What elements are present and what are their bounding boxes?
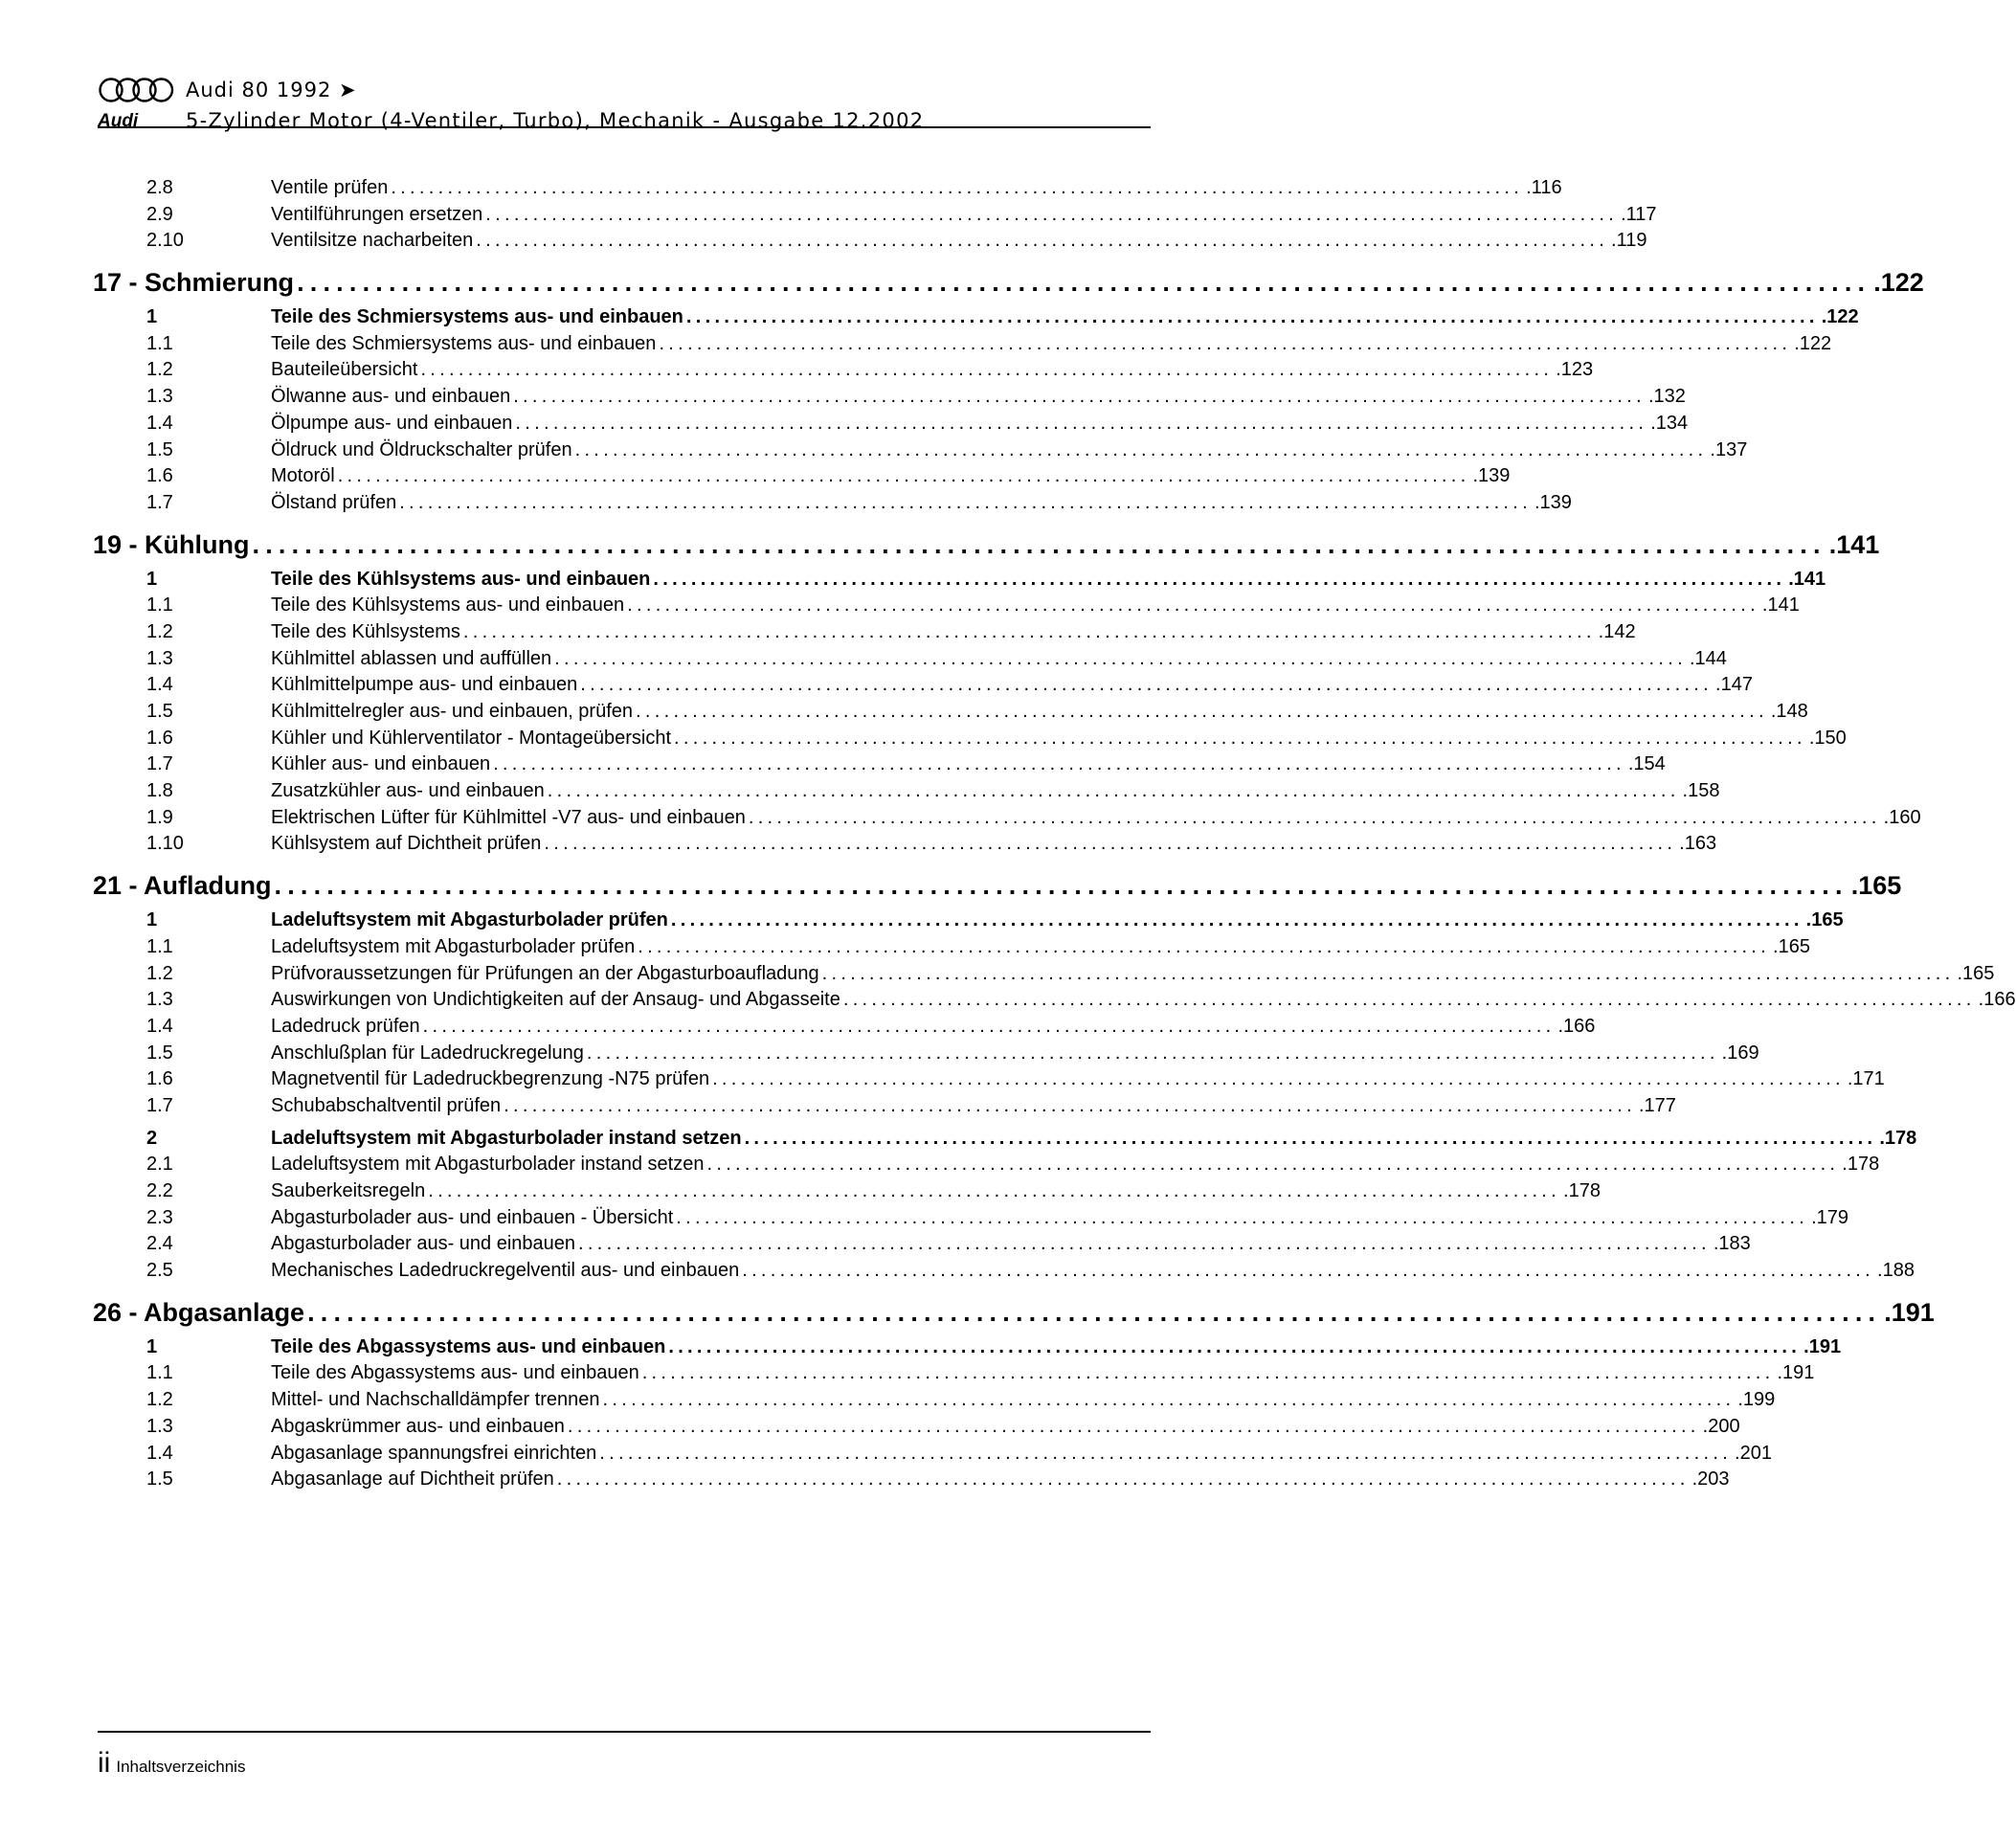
toc-title: 17 - Schmierung [93, 268, 295, 298]
toc-entry[interactable] [93, 672, 1753, 699]
toc-title: Anschlußplan für Ladedruckregelung [271, 1042, 584, 1064]
toc-entry[interactable] [93, 1041, 1759, 1067]
footer-label: Inhaltsverzeichnis [116, 1758, 246, 1776]
toc-title: Teile des Schmiersystems aus- und einbauen [271, 332, 657, 354]
toc-number: 1.3 [146, 386, 173, 408]
toc-number: 1 [146, 306, 158, 328]
toc-title: Abgaskrümmer aus- und einbauen [271, 1415, 565, 1437]
toc-title: Mittel- und Nachschalldämpfer trennen [271, 1389, 600, 1411]
toc-section[interactable] [93, 1126, 1917, 1153]
toc-dot-leader: ........................................................................................................................ [744, 1127, 1877, 1149]
toc-entry[interactable] [93, 1014, 1596, 1041]
toc-entry[interactable] [93, 831, 1717, 858]
toc-title: Ladedruck prüfen [271, 1015, 420, 1037]
toc-dot-leader: ........................................................................................................................ [307, 1297, 1882, 1327]
toc-number: 2.2 [146, 1180, 173, 1201]
toc-number: 1.4 [146, 412, 173, 434]
toc-title: Auswirkungen von Undichtigkeiten auf der Ansaug- und Abgasseite [271, 989, 840, 1011]
toc-title: Abgasturbolader aus- und einbauen [271, 1233, 576, 1255]
toc-dot-leader: ........................................................................................................................ [602, 1389, 1736, 1411]
toc-page-number: .183 [1713, 1233, 1751, 1255]
toc-number: 1.5 [146, 701, 173, 722]
toc-entry[interactable] [93, 463, 1511, 490]
toc-title: Kühlsystem auf Dichtheit prüfen [271, 833, 542, 855]
toc-dot-leader: ........................................................................................................................ [428, 1180, 1561, 1201]
toc-page-number: .150 [1808, 727, 1847, 749]
footer-divider [98, 1731, 1151, 1733]
toc-number: 1.3 [146, 989, 173, 1011]
toc-dot-leader: ........................................................................................................................ [515, 412, 1648, 434]
toc-title: Bauteileübersicht [271, 359, 418, 381]
toc-page-number: .139 [1534, 491, 1572, 513]
toc-title: Öldruck und Öldruckschalter prüfen [271, 438, 572, 460]
toc-entry[interactable] [93, 228, 1647, 255]
toc-entry[interactable] [93, 1387, 1776, 1414]
toc-dot-leader: ........................................................................................................................ [627, 594, 1759, 616]
toc-title: Kühlmittel ablassen und auffüllen [271, 647, 552, 669]
toc-dot-leader: ........................................................................................................................ [504, 1094, 1636, 1116]
toc-number: 1.5 [146, 438, 173, 460]
toc-dot-leader: ........................................................................................................................ [706, 1154, 1840, 1176]
toc-title: Teile des Abgassystems aus- und einbauen [271, 1335, 666, 1357]
toc-page-number: .191 [1803, 1335, 1842, 1357]
toc-number: 1.10 [146, 833, 184, 855]
toc-title: Abgasturbolader aus- und einbauen - Übersicht [271, 1206, 674, 1228]
toc-page-number: .142 [1598, 620, 1636, 642]
toc-dot-leader: ........................................................................................................................ [842, 989, 1976, 1011]
toc-entry[interactable] [93, 1441, 1772, 1468]
toc-entry[interactable] [93, 778, 1720, 805]
toc-dot-leader: ........................................................................................................................ [297, 268, 1871, 298]
toc-dot-leader: ........................................................................................................................ [748, 806, 1881, 828]
toc-title: Kühler aus- und einbauen [271, 753, 491, 775]
toc-dot-leader: ........................................................................................................................ [574, 438, 1708, 460]
toc-number: 2.10 [146, 230, 184, 252]
toc-dot-leader: ........................................................................................................................ [422, 1015, 1556, 1037]
toc-title: Motoröl [271, 465, 335, 487]
toc-page-number: .122 [1873, 268, 1924, 298]
toc-title: Ölstand prüfen [271, 491, 397, 513]
toc-page-number: .165 [1957, 962, 1995, 984]
toc-number: 1.5 [146, 1468, 173, 1491]
toc-entry[interactable] [93, 357, 1594, 384]
toc-page-number: .144 [1689, 647, 1727, 669]
toc-dot-leader: ........................................................................................................................ [274, 871, 1848, 901]
toc-entry[interactable] [93, 1467, 1730, 1493]
toc-entry[interactable] [93, 331, 1832, 358]
toc-dot-leader: ........................................................................................................................ [676, 1206, 1809, 1228]
toc-number: 1.7 [146, 491, 173, 513]
toc-number: 1.1 [146, 935, 173, 957]
toc-page-number: .166 [1557, 1015, 1596, 1037]
toc-title: Kühlmittelregler aus- und einbauen, prüfen [271, 701, 634, 722]
toc-dot-leader: ........................................................................................................................ [567, 1415, 1700, 1437]
toc-section[interactable] [93, 908, 1844, 934]
toc-title: 19 - Kühlung [93, 529, 250, 559]
toc-dot-leader: ........................................................................................................................ [599, 1442, 1733, 1464]
toc-entry[interactable] [93, 384, 1686, 411]
toc-page-number: .122 [1794, 332, 1832, 354]
toc-title: 26 - Abgasanlage [93, 1297, 305, 1327]
toc-page-number: .123 [1556, 359, 1594, 381]
toc-number: 2.8 [146, 177, 173, 198]
toc-number: 1.1 [146, 332, 173, 354]
toc-entry[interactable] [93, 202, 1657, 229]
toc-page-number: .171 [1847, 1068, 1885, 1090]
toc-page-number: .163 [1679, 833, 1717, 855]
toc-title: Elektrischen Lüfter für Kühlmittel -V7 aus- und einbauen [271, 806, 746, 828]
toc-entry[interactable] [93, 726, 1847, 752]
toc-dot-leader: ........................................................................................................................ [674, 727, 1806, 749]
toc-title: Teile des Schmiersystems aus- und einbauen [271, 306, 683, 328]
toc-entry[interactable] [93, 1231, 1751, 1258]
toc-number: 1.2 [146, 359, 173, 381]
toc-entry[interactable] [93, 699, 1808, 726]
toc-number: 1.9 [146, 806, 173, 828]
toc-page-number: .169 [1721, 1042, 1759, 1064]
toc-dot-leader: ........................................................................................................................ [485, 203, 1619, 225]
toc-chapter[interactable] [93, 867, 1902, 904]
toc-number: 1.2 [146, 620, 173, 642]
toc-page-number: .178 [1563, 1180, 1601, 1201]
toc-dot-leader: ........................................................................................................................ [668, 1335, 1802, 1357]
toc-page-number: .117 [1621, 203, 1657, 225]
toc-entry[interactable] [93, 1360, 1815, 1387]
header-divider [98, 126, 1151, 128]
toc-entry[interactable] [93, 987, 2016, 1014]
toc-title: Ladeluftsystem mit Abgasturbolader instand setzen [271, 1154, 705, 1176]
toc-page-number: .141 [1788, 568, 1826, 590]
toc-page-number: .160 [1883, 806, 1921, 828]
toc-title: Abgasanlage spannungsfrei einrichten [271, 1442, 597, 1464]
toc-title: Ventilführungen ersetzen [271, 203, 483, 225]
toc-page-number: .122 [1821, 306, 1859, 328]
document-subtitle: 5-Zylinder Motor (4-Ventiler, Turbo), Mechanik - Ausgabe 12.2002 [186, 109, 925, 132]
toc-page-number: .132 [1647, 386, 1686, 408]
toc-entry[interactable] [93, 1093, 1676, 1120]
toc-title: Ladeluftsystem mit Abgasturbolader prüfen [271, 909, 668, 931]
toc-page-number: .119 [1611, 230, 1647, 252]
toc-dot-leader: ........................................................................................................................ [547, 780, 1680, 802]
toc-page-number: .191 [1884, 1297, 1935, 1327]
toc-number: 1.2 [146, 962, 173, 984]
toc-title: Zusatzkühler aus- und einbauen [271, 780, 545, 802]
toc-page-number: .200 [1702, 1415, 1740, 1437]
toc-page-number: .116 [1526, 177, 1562, 198]
toc-number: 1.7 [146, 1094, 173, 1116]
toc-title: Kühler und Kühlerventilator - Montageübersicht [271, 727, 672, 749]
toc-page-number: .139 [1472, 465, 1511, 487]
toc-title: Teile des Kühlsystems [271, 620, 460, 642]
toc-number: 1.3 [146, 1415, 173, 1437]
toc-page-number: .141 [1761, 594, 1800, 616]
toc-page-number: .148 [1770, 701, 1808, 722]
toc-number: 2.9 [146, 203, 173, 225]
toc-dot-leader: ........................................................................................................................ [476, 230, 1609, 252]
toc-number: 1.3 [146, 647, 173, 669]
toc-dot-leader: ........................................................................................................................ [641, 1362, 1775, 1384]
toc-dot-leader: ........................................................................................................................ [462, 620, 1596, 642]
toc-dot-leader: ........................................................................................................................ [513, 386, 1646, 408]
toc-entry[interactable] [93, 805, 1921, 832]
toc-entry[interactable] [93, 1178, 1601, 1205]
table-of-contents [93, 175, 2016, 1493]
toc-dot-leader: ........................................................................................................................ [580, 674, 1714, 696]
toc-title: Teile des Kühlsystems aus- und einbauen [271, 568, 651, 590]
toc-number: 2 [146, 1127, 158, 1149]
toc-title: Kühlmittelpumpe aus- und einbauen [271, 674, 578, 696]
audi-rings-logo [98, 76, 176, 104]
toc-page-number: .165 [1773, 935, 1810, 957]
toc-dot-leader: ........................................................................................................................ [712, 1068, 1845, 1090]
toc-dot-leader: ........................................................................................................................ [636, 701, 1768, 722]
toc-dot-leader: ........................................................................................................................ [821, 962, 1955, 984]
toc-title: Ventile prüfen [271, 177, 389, 198]
toc-page-number: .199 [1737, 1389, 1776, 1411]
toc-number: 2.3 [146, 1206, 173, 1228]
toc-entry[interactable] [93, 1066, 1885, 1093]
toc-page-number: .158 [1682, 780, 1720, 802]
toc-page-number: .201 [1735, 1442, 1772, 1464]
toc-page-number: .154 [1627, 753, 1666, 775]
toc-title: Ladeluftsystem mit Abgasturbolader prüfen [271, 935, 636, 957]
toc-number: 1.2 [146, 1389, 173, 1411]
toc-number: 1.1 [146, 1362, 173, 1384]
toc-dot-leader: ........................................................................................................................ [685, 306, 1819, 328]
toc-page-number: .165 [1805, 909, 1844, 931]
toc-entry[interactable] [93, 593, 1800, 619]
toc-title: Teile des Kühlsystems aus- und einbauen [271, 594, 625, 616]
toc-entry[interactable] [93, 961, 1995, 988]
toc-dot-leader: ........................................................................................................................ [337, 465, 1470, 487]
toc-entry[interactable] [93, 751, 1666, 778]
toc-page-number: .166 [1978, 989, 2016, 1011]
toc-title: Magnetventil für Ladedruckbegrenzung -N75 prüfen [271, 1068, 710, 1090]
toc-entry[interactable] [93, 619, 1636, 646]
toc-title: Abgasanlage auf Dichtheit prüfen [271, 1468, 554, 1491]
toc-number: 1 [146, 909, 158, 931]
toc-entry[interactable] [93, 1414, 1740, 1441]
toc-page-number: .141 [1828, 529, 1880, 559]
toc-dot-leader: ........................................................................................................................ [578, 1233, 1711, 1255]
toc-number: 2.5 [146, 1260, 173, 1282]
toc-number: 1.8 [146, 780, 173, 802]
toc-title: Ölwanne aus- und einbauen [271, 386, 511, 408]
page-footer [98, 1747, 245, 1780]
toc-page-number: .134 [1650, 412, 1689, 434]
toc-number: 1.4 [146, 674, 173, 696]
toc-entry[interactable] [93, 646, 1727, 673]
toc-number: 1 [146, 1335, 158, 1357]
toc-dot-leader: ........................................................................................................................ [556, 1468, 1690, 1491]
toc-entry[interactable] [93, 1152, 1880, 1178]
toc-page-number: .177 [1638, 1094, 1676, 1116]
toc-dot-leader: ........................................................................................................................ [742, 1260, 1875, 1282]
toc-page-number: .179 [1811, 1206, 1848, 1228]
toc-dot-leader: ........................................................................................................................ [252, 529, 1826, 559]
toc-entry[interactable] [93, 1205, 1848, 1232]
toc-number: 2.1 [146, 1154, 173, 1176]
footer-page-number: ii [98, 1747, 111, 1779]
toc-number: 1.1 [146, 594, 173, 616]
toc-number: 1.7 [146, 753, 173, 775]
toc-title: Ventilsitze nacharbeiten [271, 230, 474, 252]
toc-dot-leader: ........................................................................................................................ [399, 491, 1532, 513]
toc-page-number: .178 [1842, 1154, 1880, 1176]
toc-page-number: .165 [1850, 871, 1902, 901]
toc-title: Mechanisches Ladedruckregelventil aus- und einbauen [271, 1260, 740, 1282]
toc-title: Sauberkeitsregeln [271, 1180, 426, 1201]
toc-dot-leader: ........................................................................................................................ [544, 833, 1677, 855]
toc-title: 21 - Aufladung [93, 871, 272, 901]
toc-entry[interactable] [93, 934, 1810, 961]
toc-dot-leader: ........................................................................................................................ [493, 753, 1625, 775]
toc-dot-leader: ........................................................................................................................ [586, 1042, 1719, 1064]
toc-page-number: .178 [1879, 1127, 1917, 1149]
toc-entry[interactable] [93, 175, 1562, 202]
toc-title: Prüfvoraussetzungen für Prüfungen an der Abgasturboaufladung [271, 962, 819, 984]
toc-number: 1.6 [146, 1068, 173, 1090]
toc-section[interactable] [93, 304, 1859, 331]
toc-dot-leader: ........................................................................................................................ [420, 359, 1554, 381]
model-title: Audi 80 1992 ➤ [186, 78, 357, 101]
toc-title: Ölpumpe aus- und einbauen [271, 412, 513, 434]
toc-number: 1.6 [146, 727, 173, 749]
toc-dot-leader: ........................................................................................................................ [638, 935, 1771, 957]
toc-chapter[interactable] [93, 527, 1880, 563]
toc-section[interactable] [93, 567, 1826, 594]
toc-chapter[interactable] [93, 264, 1924, 301]
toc-page-number: .191 [1777, 1362, 1815, 1384]
toc-number: 2.4 [146, 1233, 173, 1255]
toc-title: Schubabschaltventil prüfen [271, 1094, 502, 1116]
toc-dot-leader: ........................................................................................................................ [653, 568, 1786, 590]
toc-chapter[interactable] [93, 1294, 1935, 1331]
toc-page-number: .203 [1691, 1468, 1730, 1491]
toc-title: Teile des Abgassystems aus- und einbauen [271, 1362, 639, 1384]
toc-title: Ladeluftsystem mit Abgasturbolader instand setzen [271, 1127, 742, 1149]
toc-number: 1 [146, 568, 158, 590]
header-top-row [98, 75, 1151, 105]
toc-number: 1.5 [146, 1042, 173, 1064]
page-header [98, 75, 1151, 132]
toc-section[interactable] [93, 1334, 1842, 1361]
toc-number: 1.6 [146, 465, 173, 487]
toc-number: 1.4 [146, 1015, 173, 1037]
audi-wordmark: Audi [98, 111, 139, 131]
toc-entry[interactable] [93, 1258, 1915, 1285]
toc-number: 1.4 [146, 1442, 173, 1464]
toc-dot-leader: ........................................................................................................................ [554, 647, 1687, 669]
toc-page-number: .147 [1715, 674, 1753, 696]
toc-dot-leader: ........................................................................................................................ [391, 177, 1524, 198]
toc-page-number: .188 [1877, 1260, 1915, 1282]
toc-page-number: .137 [1710, 438, 1748, 460]
toc-entry[interactable] [93, 437, 1748, 464]
toc-dot-leader: ........................................................................................................................ [659, 332, 1792, 354]
toc-entry[interactable] [93, 490, 1572, 517]
toc-dot-leader: ........................................................................................................................ [670, 909, 1803, 931]
toc-entry[interactable] [93, 411, 1689, 437]
